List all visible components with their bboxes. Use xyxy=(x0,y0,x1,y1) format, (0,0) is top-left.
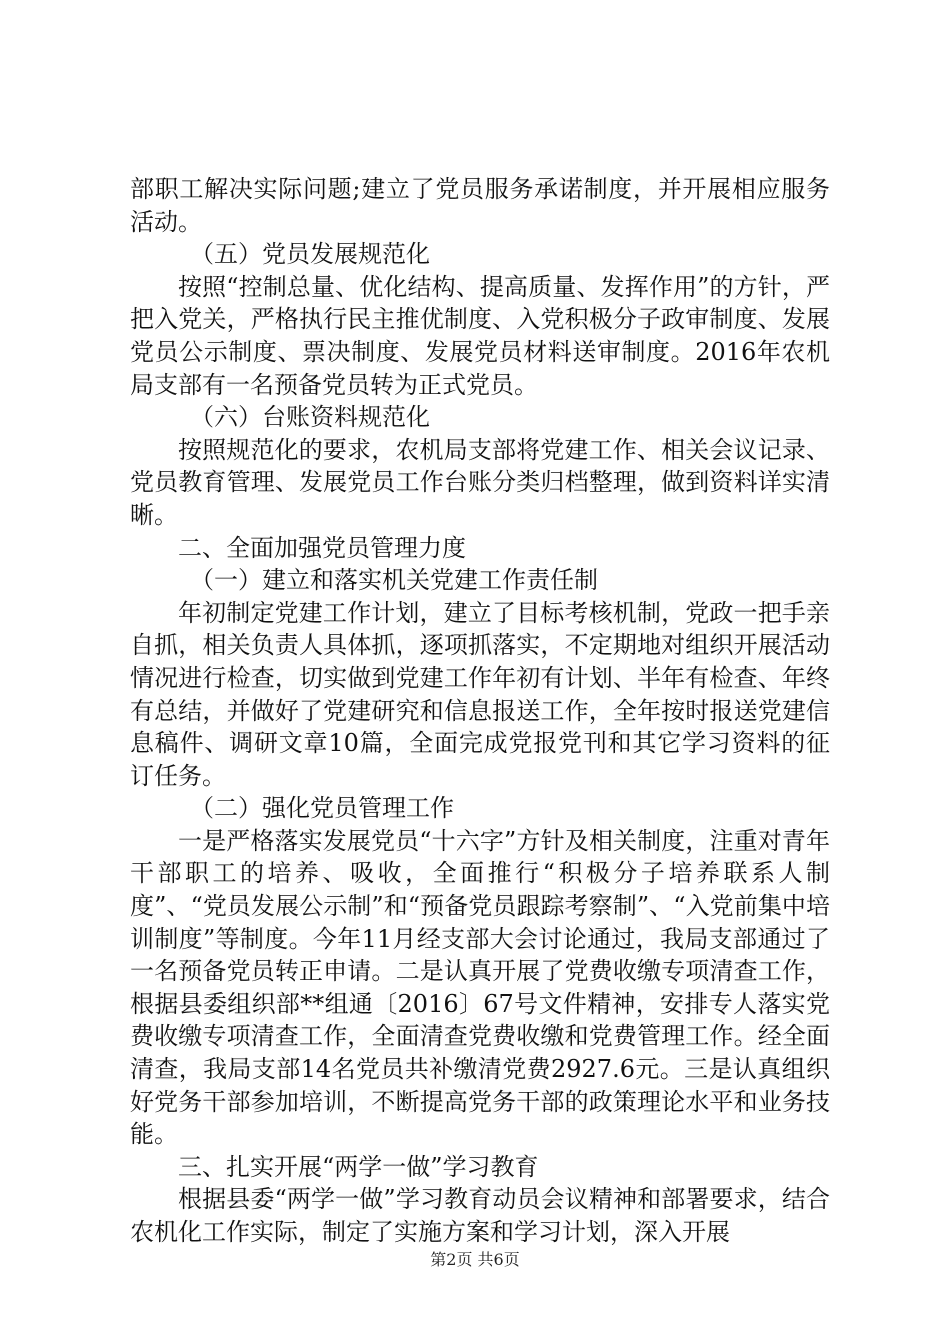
paragraph-study-education: 根据县委“两学一做”学习教育动员会议精神和部署要求，结合农机化工作实际，制定了实施方案和学习计划，深入开展 xyxy=(130,1185,830,1246)
section-heading-part-3: 三、扎实开展“两学一做”学习教育 xyxy=(178,1152,539,1181)
document-body xyxy=(130,173,830,1249)
section-heading-2-2: （二）强化党员管理工作 xyxy=(190,794,454,823)
section-heading-5: （五）党员发展规范化 xyxy=(190,240,430,269)
paragraph-member-management: 一是严格落实发展党员“十六字”方针及相关制度，注重对青年干部职工的培养、吸收，全面推行“积极分子培养联系人制度”、“党员发展公示制”和“预备党员跟踪考察制”、“入党前集中培训制度”等制度。今年11月经支部大会讨论通过，我局支部通过了一名预备党员转正申请。二是认真开展了党费收缴专项清查工作，根据县委组织部**组通〔2016〕67号文件精神，安排专人落实党费收缴专项清查工作，全面清查党费收缴和党费管理工作。经全面清查，我局支部14名党员共补缴清党费2927.6元。三是认真组织好党务干部参加培训，不断提高党务干部的政策理论水平和业务技能。 xyxy=(130,826,830,1149)
paragraph-continuation: 部职工解决实际问题;建立了党员服务承诺制度，并开展相应服务活动。 xyxy=(130,175,830,236)
page-number-footer: 第2页 共6页 xyxy=(430,1250,520,1269)
section-heading-2-1: （一）建立和落实机关党建工作责任制 xyxy=(190,566,598,595)
paragraph-responsibility: 年初制定党建工作计划，建立了目标考核机制，党政一把手亲自抓，相关负责人具体抓，逐项抓落实，不定期地对组织开展活动情况进行检查，切实做到党建工作年初有计划、半年有检查、年终有总结，并做好了党建研究和信息报送工作，全年按时报送党建信息稿件、调研文章10篇，全面完成党报党刊和其它学习资料的征订任务。 xyxy=(130,598,830,790)
section-heading-part-2: 二、全面加强党员管理力度 xyxy=(178,533,466,562)
section-heading-6: （六）台账资料规范化 xyxy=(190,403,430,432)
paragraph-party-development: 按照“控制总量、优化结构、提高质量、发挥作用”的方针，严把入党关，严格执行民主推优制度、入党积极分子政审制度、发展党员公示制度、票决制度、发展党员材料送审制度。2016年农机局支部有一名预备党员转为正式党员。 xyxy=(130,272,830,399)
paragraph-ledger: 按照规范化的要求，农机局支部将党建工作、相关会议记录、党员教育管理、发展党员工作台账分类归档整理，做到资料详实清晰。 xyxy=(130,435,830,529)
